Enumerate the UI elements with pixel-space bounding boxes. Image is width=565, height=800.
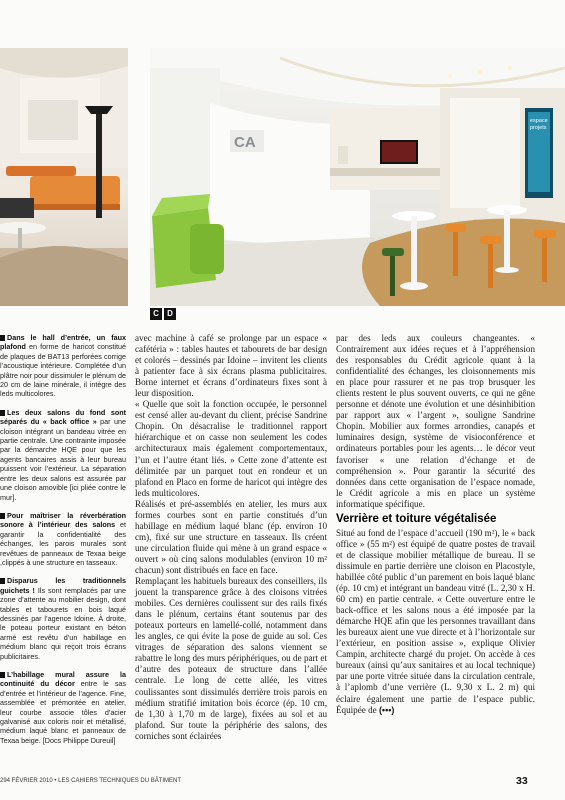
photo-hall-salon [0,48,128,306]
caption-body: Ils sont remplacés par une zone d’attente au mobilier design, dont tables et tabourets en bois laqué dessinés par l’agence Idoine. À droite, le poteau porteur existant en béton armé est revêtu d’un habillage en médium blanc qui reçoit trois écrans publicitaires. [0,585,127,661]
caption-bullet-icon [0,578,5,584]
photo-tag-d: D [164,308,176,320]
caption-2 [0,408,126,502]
caption-heading: Disparus les traditionnels guichets ! [0,576,126,595]
page-number: 33 [516,775,528,787]
footer-publication: 294 FÉVRIER 2010 • LES CAHIERS TECHNIQUES DU BÂTIMENT [0,778,182,784]
caption-column [0,333,126,754]
caption-bullet-icon [0,410,5,416]
caption-1 [0,333,126,399]
article-column-2 [336,333,535,716]
caption-bullet-icon [0,672,5,678]
screen-text-2: projets [530,125,547,131]
caption-bullet-icon [0,335,5,341]
caption-3 [0,511,126,567]
caption-4 [0,576,126,661]
photo-hall-salon-illustration [0,48,128,306]
paragraph: par des leds aux couleurs changeantes. « Contrairement aux idées reçues et à l’appréhension des responsables du Crédit agricole quant à la confidentialité des échanges, les cloisonnements mis en place pour rassurer et ne pas trop brusquer les clients restent le plus souvent ouverts, ce qui ne gêne personne et dénote une évolution et une désinhibition par rapport aux « l’argent », souligne Sandrine Chopin. Mobilier aux formes arrondies, canapés et luminaires design, système de visioconférence et ordinateurs portables pour les agents… le décor veut favoriser « une relation d’échange et de compréhension ». Pour garantir la sécurité des données dans cette organisation de l’espace nomade, le Crédit agricole a mis en place un système informatique spécifique. [336,333,535,509]
photo-agency-interior-illustration [150,48,565,306]
caption-heading: Pour maîtriser la réverbération sonore à l’intérieur des salons [0,510,126,530]
paragraph: avec machine à café se prolonge par un espace « cafétéria » : tables hautes et tabourets de bar design et colorés – dessinés par Idoine – invitent les clients à patienter face à six écrans plasma publicitaires. Borne internet et écrans d’ordinateurs fixes sont à leur disposition. [135,333,327,399]
article-column-1 [135,333,327,742]
photo-agency-interior [150,48,565,306]
page-footer [0,776,565,790]
caption-heading: Les deux salons du fond sont séparés du « back office » [0,407,126,427]
caption-body: et garantir la confidentialité des échanges, les parois murales sont revêtues de panneaux de Texaa beige ,clippés à une structure en tasseaux. [0,520,126,567]
caption-heading: Dans le hall d’entrée, un faux plafond [0,333,126,352]
caption-bullet-icon [0,513,5,519]
caption-body: par une cloison intégrant un bandeau vitrée en partie centrale. Une contrainte imposée par la démarche HQE pour que les agents bancaires assis à leur bureau puissent voir l’extérieur. La séparation entre les deux salons est assurée par une cloison amovible [ici pliée contre le mur]. [0,417,126,502]
paragraph [336,528,535,716]
caption-heading: L’habillage mural assure la continuité du décor [0,670,126,689]
photo-credit-tags [150,308,176,320]
photo-tag-c: C [150,308,162,320]
caption-5 [0,670,126,745]
section-heading: Verrière et toiture végétalisée [336,512,497,525]
paragraph: « Quelle que soit la fonction occupée, le personnel est censé aller au-devant du client, précise Sandrine Chopin. On désacralise le traditionnel rapport hiérarchique et on casse non seulement les codes architecturaux mais également comportementaux, l’un et l’autre étant liés. » Cette zone d’attente est délimitée par un parquet tout en rondeur et un plafond en Placo en forme de haricot qui intègre des leds multicolores. [135,399,327,498]
caption-body: entre le sas d’entrée et l’intérieur de l’agence. Fine, assemblée et prémontée en atelier, leur courbe associe tôles d’acier galvanisé aux coloris noir et métallisé, médium laqué blanc et panneaux de Texaa beige. [Docs Philippe Dureuil] [0,679,126,745]
paragraph: Réalisés et pré-assemblés en atelier, les murs aux formes courbes sont en partie constitués d’un habillage en médium laqué blanc (ép. environ 10 cm), fixé sur une structure en tasseaux. Ils créent une circulation fluide qui mène à un grand espace « ouvert » où cinq salons modulables (environ 10 m² chacun) sont distribués en face en face. [135,498,327,575]
caption-body: en forme de haricot constitué de plaques de BAT13 perforées corrige l’acoustique intérieure. Complétée d’un plâtre noir pour dissimuler le plénum de 20 cm de laine minérale, il intègre des leds multicolores. [0,342,126,399]
continued-marker: (•••) [378,704,395,715]
screen-text-1: espace [530,118,548,124]
ca-logo: CA [234,134,256,151]
paragraph-text: Situé au fond de l’espace d’accueil (190 m²), le « back office » (55 m²) est équipé de quatre postes de travail et de classique mobilier métallique de bureau. Il se dissimule en partie derrière une cloison en Placostyle, habillée côté public d’un parement en bois laqué blanc (ép. 10 cm) et intégrant un bandeau vitré (L. 2,30 x H. 60 cm) en partie centrale. « Cette ouverture entre le back-office et les salons nous a été imposée par la démarche HQE afin que les personnes travaillant dans les bureaux aient une vue directe et à l’horizontale sur l’extérieur, en position assise », explique Olivier Campin, architecte chargé du projet. On accède à ces bureaux (ainsi qu’aux sanitaires et au local technique) par une porte vitrée située dans la circulation centrale, à l’aplomb d’une verrière (L. 9,30 x L. 2 m) qui éclaire également une partie de l’espace public. Équipée de [336,527,535,715]
paragraph: Remplaçant les habituels bureaux des conseillers, ils jouent la transparence grâce à des cloisons vitrées mobiles. Ces dernières coulissent sur des rails fixés dans le plénum, certains étant soutenus par des poteaux porteurs en lamellé-collé, notamment dans les angles, ce qui évite la pose de guide au sol. Ces vitrages de séparation des salons viennent se rabattre le long des murs périphériques, ou de part et d’autre des poteaux de structure dans l’allée centrale. Le long de cette allée, les vitres coulissantes sont dissimulés derrière trois parois en médium stratifié imitation bois écorce (ép. 10 cm, de 1,30 à 1,70 m de large), fixées au sol et au plafond. Sur toute la périphérie des salons, des corniches sont éclairées [135,576,327,741]
